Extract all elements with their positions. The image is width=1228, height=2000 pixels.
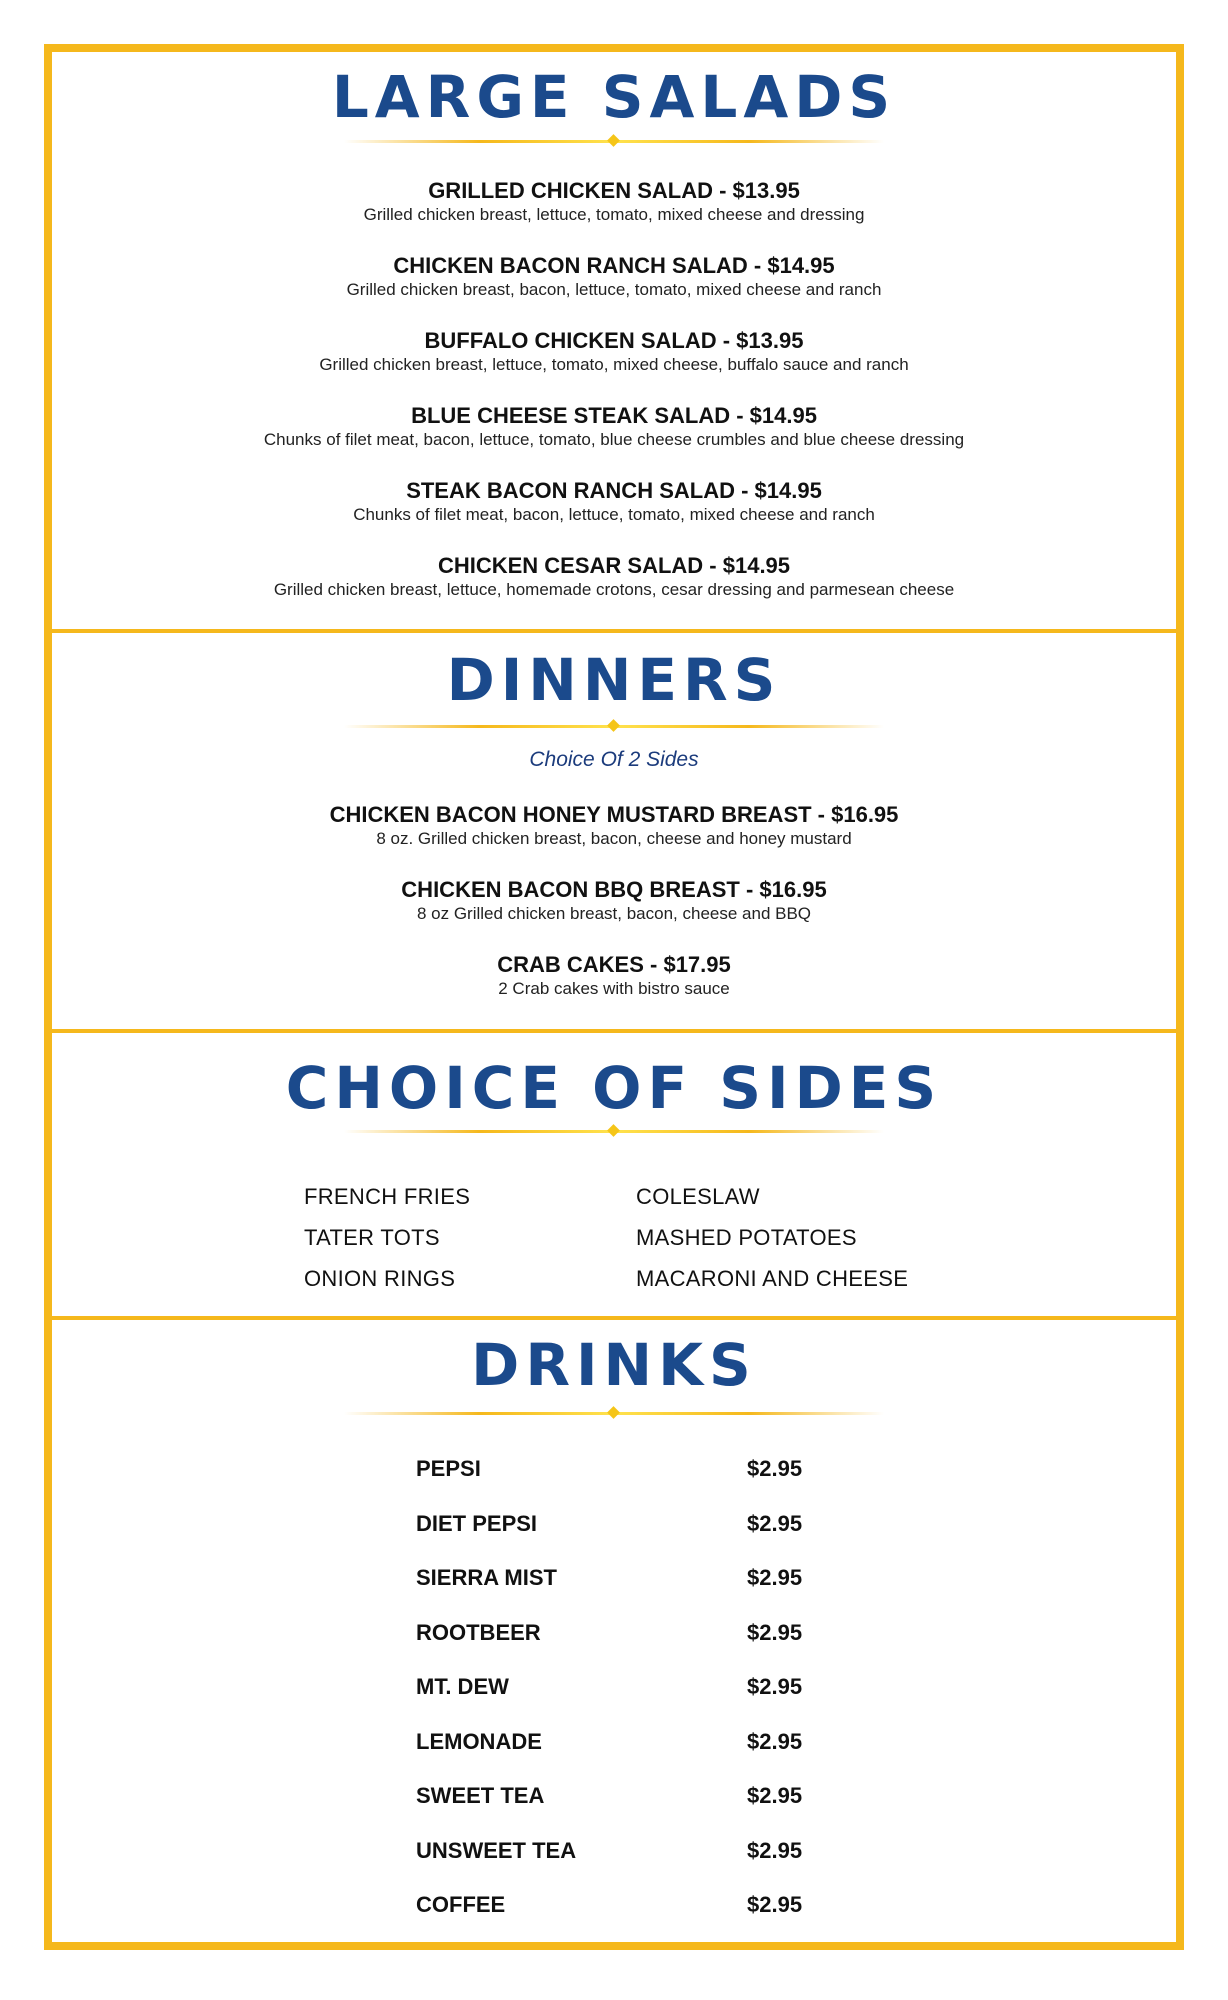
item-title: CHICKEN BACON HONEY MUSTARD BREAST - $16.95 (329, 802, 899, 827)
drink-row (416, 1620, 836, 1675)
sides-left-column (304, 1176, 470, 1299)
drink-row (416, 1838, 836, 1893)
heading-divider (344, 1407, 884, 1419)
heading-divider (344, 135, 884, 147)
side-item: MASHED POTATOES (636, 1225, 857, 1250)
item-description: Chunks of filet meat, bacon, lettuce, tomato, mixed cheese and ranch (353, 505, 875, 524)
drink-price: $2.95 (747, 1510, 803, 1536)
side-item: COLESLAW (636, 1184, 760, 1209)
drink-name: ROOTBEER (416, 1619, 541, 1645)
menu-item (0, 877, 1228, 952)
sides-right-column (636, 1176, 908, 1299)
item-title: BLUE CHEESE STEAK SALAD - $14.95 (411, 403, 817, 428)
item-title: CHICKEN CESAR SALAD - $14.95 (437, 553, 791, 578)
drink-price: $2.95 (747, 1565, 803, 1590)
side-item: ONION RINGS (304, 1266, 456, 1291)
drink-row (416, 1729, 836, 1784)
menu-item (0, 952, 1228, 1027)
item-description: Grilled chicken breast, lettuce, tomato, mixed cheese, buffalo sauce and ranch (319, 355, 909, 374)
section-divider (52, 1316, 1176, 1320)
drink-price: $2.95 (747, 1728, 803, 1754)
drink-name: SIERRA MIST (416, 1565, 557, 1590)
item-title: CHICKEN BACON BBQ BREAST - $16.95 (401, 877, 827, 902)
dinners-subtitle: Choice Of 2 Sides (529, 748, 699, 771)
side-item: FRENCH FRIES (304, 1184, 471, 1209)
item-title: CRAB CAKES - $17.95 (497, 952, 731, 977)
dinners-heading: DINNERS (446, 646, 782, 714)
menu-item (0, 802, 1228, 877)
drink-price: $2.95 (747, 1892, 803, 1917)
item-title: GRILLED CHICKEN SALAD - $13.95 (428, 178, 800, 203)
drink-name: SWEET TEA (416, 1783, 545, 1808)
menu-item (0, 178, 1228, 253)
diamond-ornament-icon (607, 719, 620, 732)
drink-row (416, 1456, 836, 1511)
sides-heading: CHOICE OF SIDES (285, 1054, 943, 1122)
menu-item (0, 403, 1228, 478)
drink-row (416, 1892, 836, 1947)
item-description: 8 oz Grilled chicken breast, bacon, cheese and BBQ (416, 904, 812, 923)
diamond-ornament-icon (607, 1406, 620, 1419)
item-title: BUFFALO CHICKEN SALAD - $13.95 (424, 328, 804, 353)
salads-heading: LARGE SALADS (331, 63, 897, 131)
drink-name: MT. DEW (416, 1674, 509, 1699)
item-title: STEAK BACON RANCH SALAD - $14.95 (406, 478, 822, 503)
drink-price: $2.95 (747, 1837, 803, 1863)
item-description: Chunks of filet meat, bacon, lettuce, tomato, blue cheese crumbles and blue cheese dressing (263, 430, 965, 449)
heading-divider (344, 1125, 884, 1137)
item-description: Grilled chicken breast, lettuce, tomato, mixed cheese and dressing (363, 205, 865, 224)
menu-item (0, 478, 1228, 553)
section-divider (52, 1029, 1176, 1033)
item-title: CHICKEN BACON RANCH SALAD - $14.95 (393, 253, 835, 278)
item-description: Grilled chicken breast, bacon, lettuce, tomato, mixed cheese and ranch (346, 280, 882, 299)
drink-price: $2.95 (747, 1674, 803, 1699)
drink-name: DIET PEPSI (416, 1510, 538, 1536)
drink-name: UNSWEET TEA (416, 1837, 577, 1863)
drink-row (416, 1511, 836, 1566)
drink-row (416, 1674, 836, 1729)
section-divider (52, 629, 1176, 633)
menu-item (0, 253, 1228, 328)
drink-name: LEMONADE (416, 1728, 542, 1754)
diamond-ornament-icon (607, 134, 620, 147)
drink-name: PEPSI (416, 1456, 481, 1481)
menu-item (0, 553, 1228, 628)
diamond-ornament-icon (607, 1124, 620, 1137)
dinners-list (0, 802, 1228, 1027)
drink-name: COFFEE (416, 1892, 506, 1917)
item-description: 8 oz. Grilled chicken breast, bacon, cheese and honey mustard (376, 829, 852, 848)
drink-price: $2.95 (747, 1619, 803, 1645)
salads-list (0, 178, 1228, 628)
item-description: 2 Crab cakes with bistro sauce (498, 979, 730, 998)
heading-divider (344, 720, 884, 732)
drink-row (416, 1783, 836, 1838)
drinks-list (416, 1456, 836, 1947)
drink-price: $2.95 (747, 1783, 803, 1808)
drink-row (416, 1565, 836, 1620)
menu-item (0, 328, 1228, 403)
drink-price: $2.95 (747, 1456, 803, 1481)
side-item: TATER TOTS (304, 1225, 440, 1250)
drinks-heading: DRINKS (471, 1331, 757, 1399)
item-description: Grilled chicken breast, lettuce, homemade crotons, cesar dressing and parmesean cheese (273, 580, 955, 599)
side-item: MACARONI AND CHEESE (636, 1266, 909, 1291)
